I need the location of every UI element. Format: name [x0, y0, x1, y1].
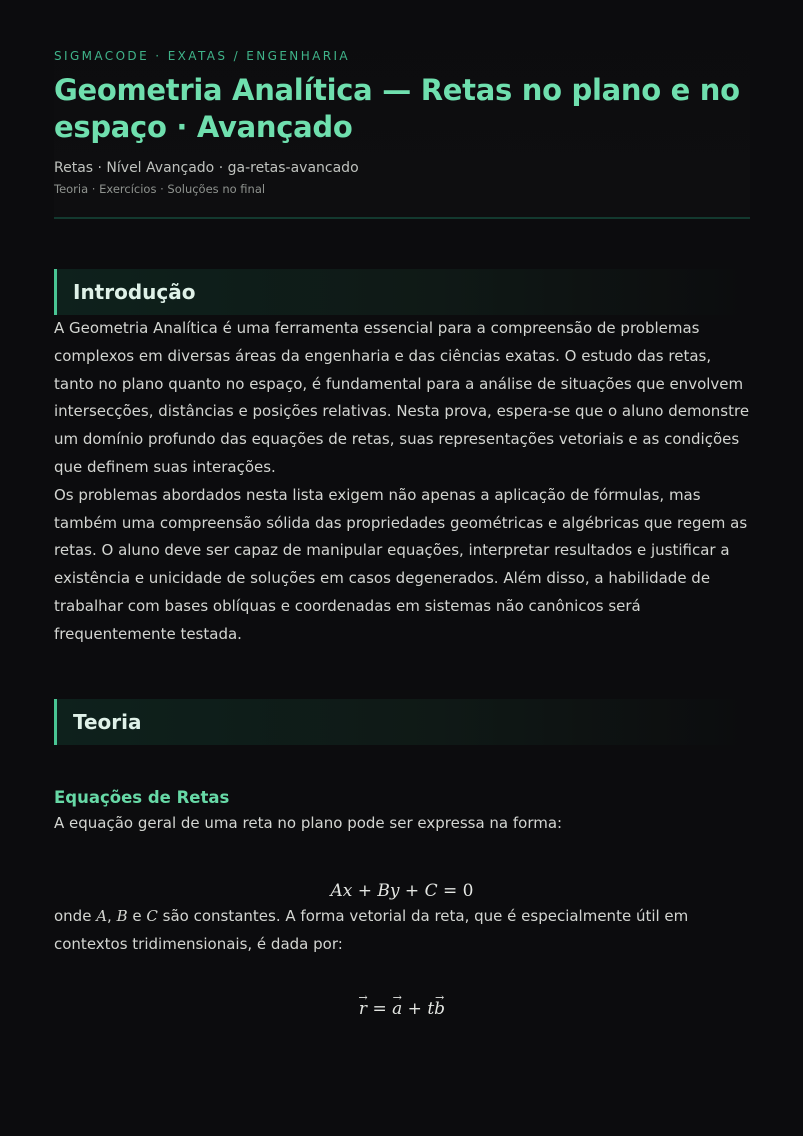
eq1-var-x: x — [342, 881, 353, 902]
eq1-coef-b: B — [377, 881, 390, 902]
section-heading-introducao — [54, 269, 750, 315]
subheading-equacoes-de-retas: Equações de Retas — [54, 787, 230, 807]
section-introducao — [54, 269, 750, 649]
onde-paragraph — [54, 903, 750, 959]
eq2-vector-b: → b — [434, 997, 445, 1021]
eq2-vector-r: → r — [359, 997, 367, 1021]
document-header — [54, 0, 750, 219]
eq1-rhs: 0 — [462, 881, 474, 902]
section-title-teoria: Teoria — [73, 709, 142, 734]
intro-paragraph-2: Os problemas abordados nesta lista exigem não apenas a aplicação de fórmulas, mas também uma compreensão sólida das propriedades geométricas e algébricas que regem as retas. O aluno deve ser capaz de manipular equações, interpretar resultados e justificar a existência e unicidade de soluções em casos degenerados. Além disso, a habilidade de trabalhar com bases oblíquas e coordenadas em sistemas não canônicos será frequentemente testada. — [54, 485, 748, 643]
eq2-vector-a: → a — [392, 997, 402, 1021]
onde-rest: são constantes. A forma vetorial da reta, que é especialmente útil em contextos tridimensionais, é dada por: — [54, 907, 689, 954]
eq1-var-y: y — [389, 881, 400, 902]
intro-paragraph-1: A Geometria Analítica é uma ferramenta essencial para a compreensão de problemas complexos em diversas áreas da engenharia e das ciências exatas. O estudo das retas, tanto no plano quanto no espaço, é fundamental para a análise de situações que envolvem intersecções, distâncias e posições relativas. Nesta prova, espera-se que o aluno demonstre um domínio profundo das equações de retas, suas representações vetoriais e as condições que definem suas interações. — [54, 319, 750, 476]
header-kicker: SIGMACODE · EXATAS / ENGENHARIA — [54, 49, 351, 63]
equation-vector-line — [54, 997, 750, 1021]
eq2-plus: + — [402, 998, 428, 1019]
section-teoria — [54, 699, 750, 1021]
onde-comma: , — [107, 907, 117, 926]
onde-var-c: C — [146, 907, 158, 926]
equation-intro-text: A equação geral de uma reta no plano pode ser expressa na forma: — [54, 813, 563, 832]
onde-var-b: B — [116, 907, 128, 926]
eq1-coef-a: A — [330, 881, 343, 902]
onde-and: e — [127, 907, 147, 926]
eq1-coef-c: C — [424, 881, 438, 902]
eq1-plus-1: + — [352, 881, 378, 902]
equation-general-line — [54, 879, 750, 903]
section-heading-teoria — [54, 699, 750, 745]
eq2-equals: = — [367, 998, 393, 1019]
eq2-param-t: t — [427, 998, 435, 1019]
page-title: Geometria Analítica — Retas no plano e no espaço · Avançado — [54, 73, 740, 144]
eq1-plus-2: + — [399, 881, 425, 902]
onde-var-a: A — [96, 907, 108, 926]
section-title-introducao: Introdução — [73, 280, 196, 304]
header-submeta: Teoria · Exercícios · Soluções no final — [54, 182, 266, 196]
header-meta: Retas · Nível Avançado · ga-retas-avancado — [54, 160, 359, 176]
onde-word: onde — [54, 907, 97, 926]
eq1-equals: = — [437, 881, 463, 902]
